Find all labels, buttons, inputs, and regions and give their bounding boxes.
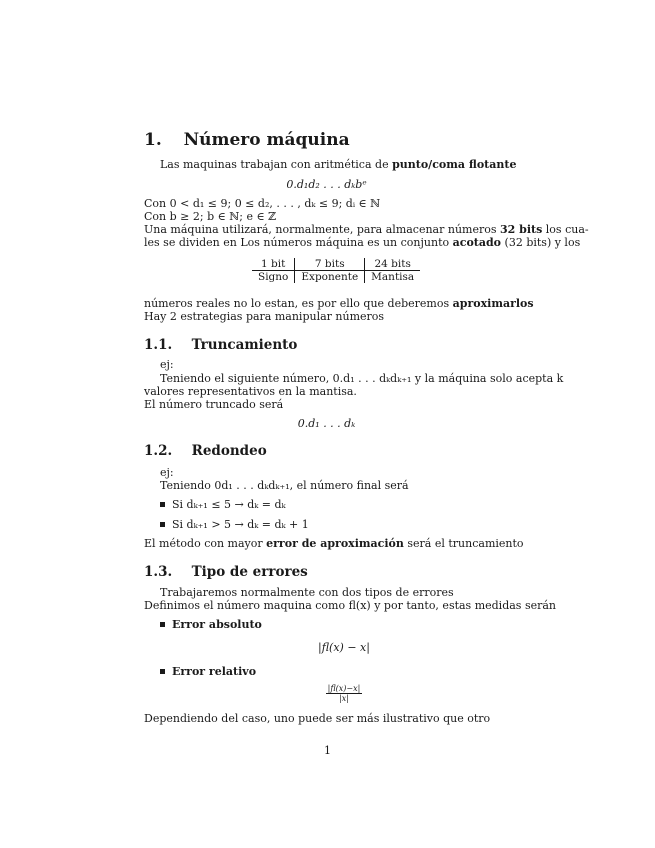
- paragraph-line: [144, 297, 534, 310]
- list-item-text: Si dₖ₊₁ ≤ 5 → dₖ = dₖ: [172, 498, 286, 511]
- example-label: ej:: [160, 466, 174, 479]
- bits-table: [252, 258, 420, 283]
- fraction-denominator: |x|: [339, 694, 349, 703]
- paragraph-line: Definimos el número maquina como fl(x) y por tanto, estas medidas serán: [144, 599, 557, 612]
- para-text: Una máquina utilizará, normalmente, para almacenar números: [144, 223, 501, 236]
- para-text: será el truncamiento: [403, 537, 524, 550]
- table-cell: 1 bit: [252, 258, 295, 271]
- list-item-text: Si dₖ₊₁ > 5 → dₖ = dₖ + 1: [172, 518, 309, 531]
- para-text: los cua-: [542, 223, 589, 236]
- list-item-text: Error absoluto: [172, 618, 262, 631]
- formula-truncated: 0.d₁ . . . dₖ: [297, 417, 356, 430]
- table-cell: 7 bits: [295, 258, 365, 271]
- page-number: 1: [324, 744, 331, 757]
- table-cell: Exponente: [295, 271, 365, 284]
- paragraph-line: valores representativos en la mantisa.: [144, 385, 357, 398]
- paragraph-line: El número truncado será: [144, 398, 284, 411]
- formula-relative-error: [144, 684, 544, 705]
- bullet-icon: [160, 669, 165, 674]
- table-cell: 24 bits: [365, 258, 421, 271]
- para-bold: error de aproximación: [266, 537, 404, 550]
- para-text: (32 bits) y los: [501, 236, 581, 249]
- formula-float: 0.d₁d₂ . . . dₖbᵉ: [286, 178, 367, 191]
- paragraph-line: [144, 537, 524, 550]
- table-header-row: [252, 258, 420, 271]
- subsection-heading: [144, 443, 267, 459]
- bits-table-wrapper: [252, 258, 420, 283]
- intro-paragraph: [160, 158, 516, 171]
- subsection-number: 1.2.: [144, 443, 173, 459]
- subsection-number: 1.1.: [144, 337, 173, 353]
- example-label: ej:: [160, 358, 174, 371]
- intro-bold-term: punto/coma flotante: [392, 158, 517, 171]
- table-row: [252, 271, 420, 284]
- list-item: [160, 618, 262, 631]
- section-heading: [144, 130, 350, 150]
- subsection-heading: [144, 337, 297, 353]
- bullet-icon: [160, 502, 165, 507]
- paragraph-line: Trabajaremos normalmente con dos tipos de errores: [160, 586, 454, 599]
- list-item: [160, 498, 286, 511]
- subsection-number: 1.3.: [144, 564, 173, 580]
- paragraph-line: Hay 2 estrategias para manipular números: [144, 310, 385, 323]
- bullet-icon: [160, 522, 165, 527]
- subsection-title: Redondeo: [191, 443, 267, 459]
- paragraph-line: Dependiendo del caso, uno puede ser más ilustrativo que otro: [144, 712, 491, 725]
- formula-absolute-error: |fl(x) − x|: [318, 641, 370, 654]
- para-text: El método con mayor: [144, 537, 267, 550]
- fraction: [326, 684, 363, 703]
- list-item-text: Error relativo: [172, 665, 257, 678]
- list-item: [160, 518, 309, 531]
- section-number: 1.: [144, 130, 162, 150]
- fraction-numerator: |fl(x)−x|: [327, 684, 361, 693]
- list-item: [160, 665, 256, 678]
- paragraph-line: Teniendo 0d₁ . . . dₖdₖ₊₁, el número final será: [160, 479, 409, 492]
- para-bold: acotado: [452, 236, 502, 249]
- subsection-heading: [144, 564, 308, 580]
- para-bold: 32 bits: [500, 223, 543, 236]
- paragraph-line: [144, 223, 589, 236]
- paragraph-line: Teniendo el siguiente número, 0.d₁ . . . dₖdₖ₊₁ y la máquina solo acepta k: [160, 372, 564, 385]
- condition-line-1: Con 0 < d₁ ≤ 9; 0 ≤ d₂, . . . , dₖ ≤ 9; dᵢ ∈ ℕ: [144, 197, 381, 210]
- bullet-icon: [160, 622, 165, 627]
- para-bold: aproximarlos: [452, 297, 534, 310]
- para-text: les se dividen en Los números máquina es un conjunto: [144, 236, 453, 249]
- intro-text: Las maquinas trabajan con aritmética de: [160, 158, 393, 171]
- paragraph-line: [144, 236, 580, 249]
- condition-line-2: Con b ≥ 2; b ∈ ℕ; e ∈ ℤ: [144, 210, 277, 223]
- table-cell: Mantisa: [365, 271, 421, 284]
- subsection-title: Truncamiento: [191, 337, 298, 353]
- table-cell: Signo: [258, 271, 289, 283]
- para-text: números reales no lo estan, es por ello que deberemos: [144, 297, 453, 310]
- subsection-title: Tipo de errores: [191, 564, 308, 580]
- section-title: Número máquina: [183, 130, 350, 150]
